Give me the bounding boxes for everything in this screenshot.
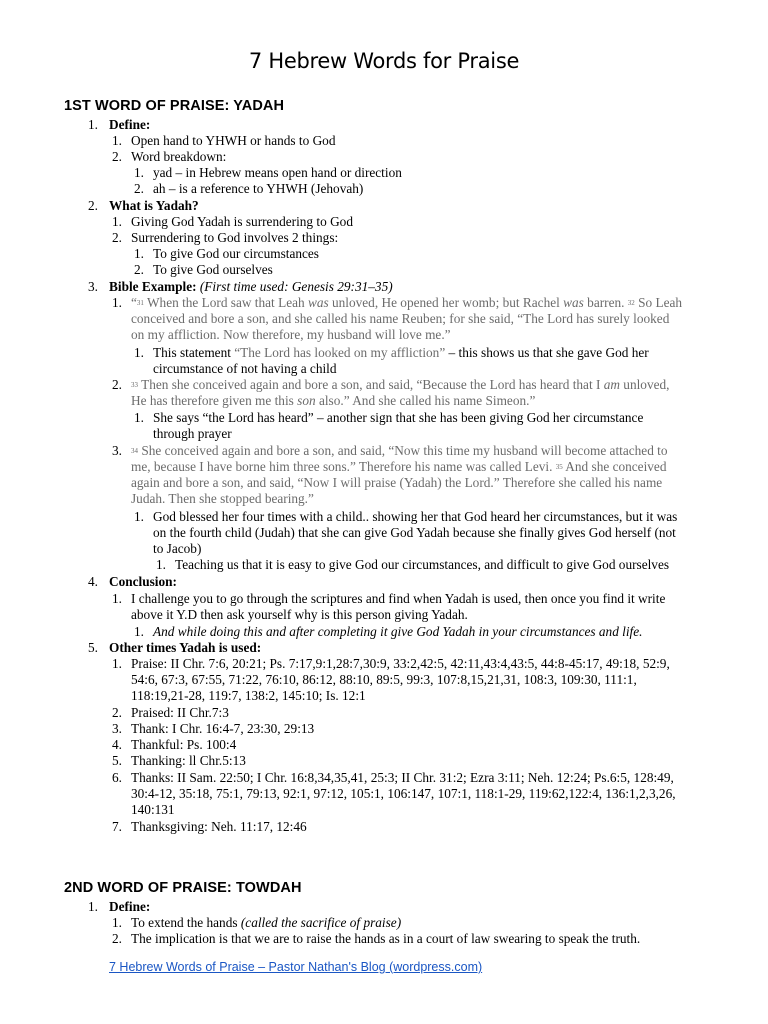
- scripture-verse: me, because I have borne him three sons.” Therefore his name was called Levi. $^{35}$ And she conceived: [131, 459, 667, 474]
- list-item-continued: circumstance of not having a child: [153, 361, 337, 376]
- other-times-label: Other times Yadah is used:: [109, 640, 262, 655]
- list-item-continued: 30:4-12, 35:18, 75:1, 79:13, 92:1, 97:12, 105:1, 106:147, 107:1, 118:1-29, 119:62,122:4, 136:1,2,3,26,: [131, 786, 676, 801]
- what-label: What is Yadah?: [109, 198, 199, 213]
- list-item-continued: 118:19,21-28, 119:7, 138:2, 145:10; Is. 12:1: [131, 688, 366, 703]
- define-label: Define:: [109, 117, 151, 132]
- define-label: Define:: [109, 899, 151, 914]
- section-heading-towdah: 2ND WORD OF PRAISE: TOWDAH: [64, 880, 302, 896]
- list-item-continued: 54:6, 67:3, 67:55, 71:22, 76:10, 86:12, 88:10, 89:5, 99:3, 107:8,15,21,31, 108:3, 109:30, 111:1,: [131, 672, 637, 687]
- list-item-continued: above it Y.D then ask yourself why is this person giving Yadah.: [131, 607, 468, 622]
- conclusion-label: Conclusion:: [109, 574, 177, 589]
- scripture-verse: again and bore a son, and said, “Now I will praise (Yadah) the Lord.” Therefore she called his name: [131, 475, 663, 490]
- scripture-verse: He has therefore given me this son also.” And she called his name Simeon.”: [131, 393, 536, 408]
- section-heading-yadah: 1ST WORD OF PRAISE: YADAH: [64, 98, 285, 114]
- bible-example-label: Bible Example:: [109, 279, 197, 294]
- list-item-continued: on the fourth child (Judah) that she can give God Yadah because she finally gives God herself (not: [153, 525, 676, 540]
- bible-reference: (First time used: Genesis 29:31–35): [199, 279, 393, 294]
- list-item-continued: through prayer: [153, 426, 232, 441]
- list-item-continued: to Jacob): [153, 541, 202, 556]
- scripture-verse: Judah. Then she stopped bearing.”: [131, 491, 314, 506]
- page-title: 7 Hebrew Words for Praise: [248, 49, 520, 73]
- scripture-verse: on my affliction. Now therefore, my husband will love me.”: [131, 327, 451, 342]
- scripture-verse: conceived and bore a son, and she called his name Reuben; for she said, “The Lord has surely looked: [131, 311, 670, 326]
- list-item-continued: 140:131: [131, 802, 175, 817]
- blog-source-link[interactable]: 7 Hebrew Words of Praise – Pastor Nathan's Blog (wordpress.com): [109, 960, 483, 974]
